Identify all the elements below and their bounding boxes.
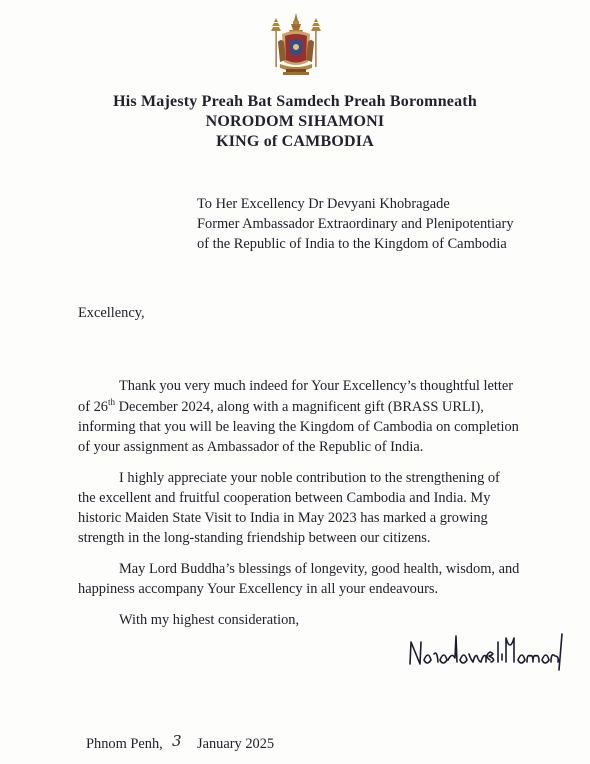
body-line: the excellent and fruitful cooperation between Cambodia and India. My: [78, 490, 491, 506]
body-line: of 26th December 2024, along with a magnificent gift (BRASS URLI),: [78, 397, 484, 415]
recipient-line: To Her Excellency Dr Devyani Khobragade: [197, 196, 450, 212]
letterhead-name: NORODOM SIHAMONI: [205, 113, 385, 130]
letterhead-title: His Majesty Preah Bat Samdech Preah Boromneath: [113, 93, 477, 110]
dateline-month-year: January 2025: [197, 736, 275, 752]
body-line: of your assignment as Ambassador of the Republic of India.: [78, 439, 424, 455]
letterhead-office: KING of CAMBODIA: [216, 133, 374, 150]
dateline-place: Phnom Penh,: [86, 736, 163, 752]
body-line: I highly appreciate your noble contribution to the strengthening of: [119, 470, 500, 486]
recipient-line: of the Republic of India to the Kingdom of Cambodia: [197, 236, 507, 252]
salutation: Excellency,: [78, 305, 145, 321]
dateline-day: 3: [172, 732, 182, 750]
handwritten-signature: [406, 630, 566, 672]
body-line: May Lord Buddha’s blessings of longevity, good health, wisdom, and: [119, 561, 520, 577]
body-line: Thank you very much indeed for Your Excellency’s thoughtful letter: [119, 378, 514, 394]
body-line: happiness accompany Your Excellency in all your endeavours.: [78, 581, 439, 597]
body-line: informing that you will be leaving the Kingdom of Cambodia on completion: [78, 419, 519, 435]
recipient-line: Former Ambassador Extraordinary and Plenipotentiary: [197, 216, 514, 232]
body-line: strength in the long-standing friendship between our citizens.: [78, 530, 431, 546]
closing: With my highest consideration,: [119, 612, 300, 628]
royal-coat-of-arms-icon: [266, 12, 326, 78]
body-line: historic Maiden State Visit to India in May 2023 has marked a growing: [78, 510, 488, 526]
